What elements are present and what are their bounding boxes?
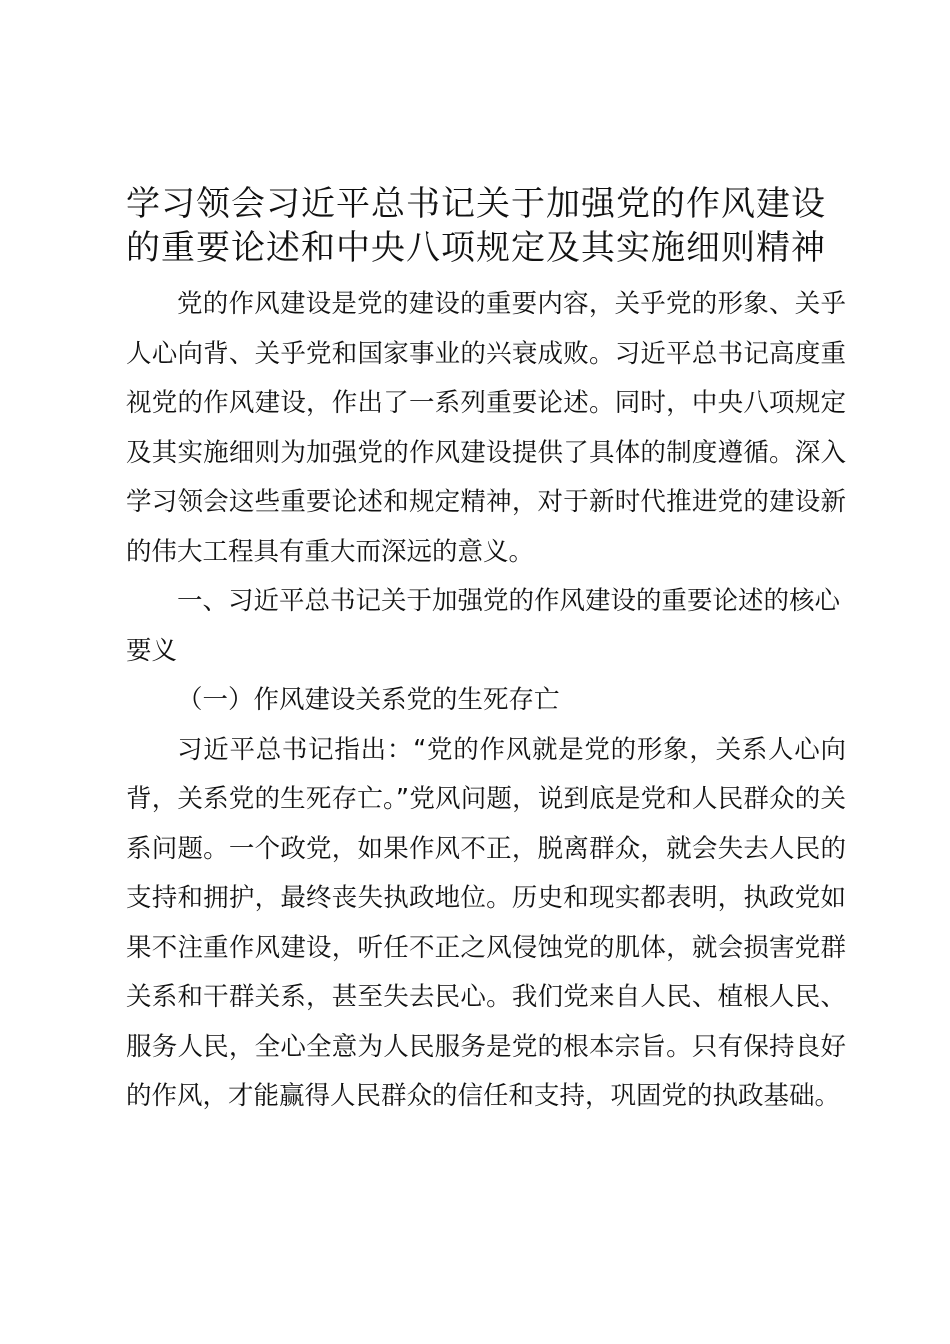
body-paragraph: 习近平总书记指出：“党的作风就是党的形象，关系人心向背，关系党的生死存亡。”党风问题，说到底是党和人民群众的关系问题。一个政党，如果作风不正，脱离群众，就会失去人民的支持和拥护，最终丧失执政地位。历史和现实都表明，执政党如果不注重作风建设，听任不正之风侵蚀党的肌体，就会损害党群关系和干群关系，甚至失去民心。我们党来自人民、植根人民、服务人民，全心全意为人民服务是党的根本宗旨。只有保持良好的作风，才能赢得人民群众的信任和支持，巩固党的执政基础。: [126, 734, 846, 1111]
sub-heading: （一）作风建设关系党的生死存亡: [177, 685, 560, 715]
section-heading: 一、习近平总书记关于加强党的作风建设的重要论述的核心要义: [126, 586, 841, 666]
intro-paragraph: 党的作风建设是党的建设的重要内容，关乎党的形象、关乎人心向背、关乎党和国家事业的兴衰成败。习近平总书记高度重视党的作风建设，作出了一系列重要论述。同时，中央八项规定及其实施细则为加强党的作风建设提供了具体的制度遵循。深入学习领会这些重要论述和规定精神，对于新时代推进党的建设新的伟大工程具有重大而深远的意义。: [126, 289, 846, 567]
title-line-2: 的重要论述和中央八项规定及其实施细则精神: [126, 228, 826, 268]
document-body: [126, 280, 846, 1122]
title-line-1: 学习领会习近平总书记关于加强党的作风建设: [126, 184, 826, 224]
document-title: [126, 182, 846, 270]
